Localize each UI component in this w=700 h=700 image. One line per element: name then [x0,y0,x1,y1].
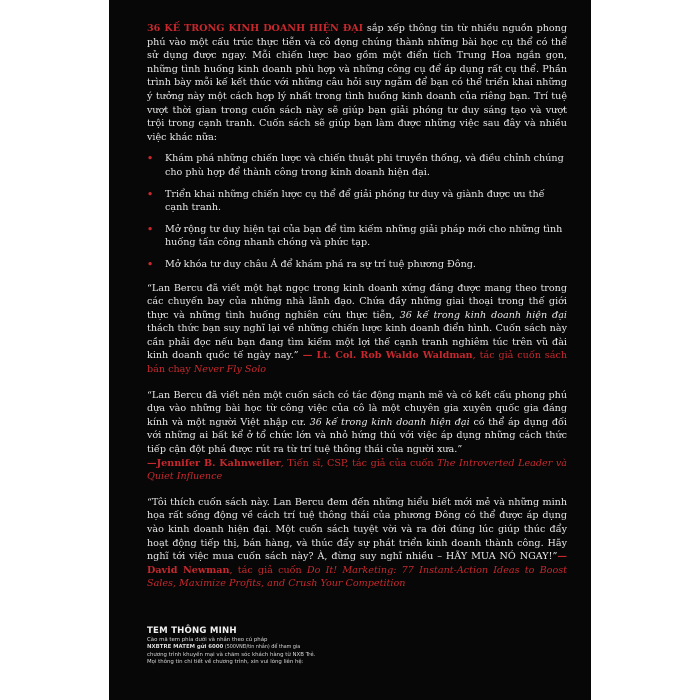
stamp-line: NXBTRE MATEM gửi 6000 (500VNĐ/tin nhắn) để tham gia [147,644,301,651]
intro-paragraph [147,22,567,144]
testimonial-kahnweiler: “Lan Bercu đã viết nên một cuốn sách có tác động mạnh mẽ và có kết cấu phong phú dựa vào những bài học từ công việc của cô là một chuyên gia xuyên quốc gia đáng kính và một người Việt nhập cư. 36 kế trong kinh doanh hiện đại có thể áp dụng đối với những ai bất kể ở tổ chức lớn và nhỏ hứng thú với việc áp dụng những cách thức tiếp cận đột phá được rút ra từ trí tuệ thông thái của người xưa.” —Jennifer B. Kahnweiler, Tiến sĩ, CSP, tác giả của cuốn The Introverted Leader và Quiet Influence [147,389,567,483]
benefits-list [147,152,567,271]
book-title-highlight: 36 KẾ TRONG KINH DOANH HIỆN ĐẠI [147,23,364,34]
list-item: • Mở khóa tư duy châu Á để khám phá ra sự trí tuệ phương Đông. [147,258,476,270]
list-item: • Triển khai những chiến lược cụ thể để giải phóng tư duy và giành được ưu thế cạnh tranh. [147,188,545,214]
intro-text: sắp xếp thông tin từ nhiều nguồn phong phú vào một cấu trúc thực tiễn và cô đọng chúng thành những bài học cụ thể có thể sử dụng được ngay. Mỗi chiến lược bao gồm một điển tích Trung Hoa ngắn gọn, những tình huống kinh doanh phù hợp và những công cụ để áp dụng rất cụ thể. Phần trình bày mỗi kế kết thúc với những câu hỏi suy ngẫm để bạn có thể triển khai những ý tưởng này một cách hợp lý nhất trong tình huống kinh doanh của riêng bạn. Trí tuệ vượt thời gian trong cuốn sách này sẽ giúp bạn giải phóng tư duy sáng tạo và vượt trội trong cạnh tranh. Cuốn sách sẽ giúp bạn làm được những việc sau đây và nhiều việc khác nữa: [147,23,568,143]
back-cover [109,0,591,700]
list-item: • Khám phá những chiến lược và chiến thuật phi truyền thống, và điều chỉnh chúng cho phù hợp để thành công trong kinh doanh hiện đại. [147,153,564,178]
stamp-line: Cào mã tem phía dưới và nhắn theo cú pháp [147,637,268,644]
cover-content [147,22,567,603]
smart-stamp-info [147,628,347,666]
testimonial-author: —Jennifer B. Kahnweiler [147,457,281,469]
bullet-icon: • [147,153,154,165]
stamp-line: Mọi thông tin chi tiết về chương trình, xin vui lòng liên hệ: [147,658,304,665]
testimonial-author: — Lt. Col. Rob Waldo Waldman [298,350,473,362]
bullet-icon: • [147,258,154,270]
stamp-title: TEM THÔNG MINH [147,626,237,636]
testimonial-author: —David Newman [147,551,567,576]
bullet-icon: • [147,188,154,200]
bullet-icon: • [147,223,154,235]
stamp-line: chương trình khuyến mại và chăm sóc khách hàng từ NXB Trẻ. [147,651,316,658]
testimonial-newman: “Tôi thích cuốn sách này. Lan Bercu đem đến những hiểu biết mới mẻ và những minh họa rất sống động về cách trí tuệ thông thái của phương Đông có thể được áp dụng vào kinh doanh hiện đại. Một cuốn sách tuyệt vời và ra đời đúng lúc giúp thúc đẩy hoạt động tiếp thị, bán hàng, và thúc đẩy sự phát triển kinh doanh thành công. Hãy nghĩ tới việc mua cuốn sách này? À, đừng suy nghĩ nhiều – HÃY MUA NÓ NGAY!”—David Newman, tác giả cuốn Do It! Marketing: 77 Instant-Action Ideas to Boost Sales, Maximize Profits, and Crush Your Competition [147,496,567,590]
testimonial-waldman: “Lan Bercu đã viết một hạt ngọc trong kinh doanh xứng đáng được mang theo trong các chuyến bay của những nhà lãnh đạo. Chứa đầy những giai thoại trong thế giới thực và những tình huống nghiên cứu thực tiễn, 36 kế trong kinh doanh hiện đại thách thức bạn suy nghĩ lại về những chiến lược kinh doanh điển hình. Cuốn sách này cần phải đọc nếu bạn đang tìm kiếm một lợi thế cạnh tranh nghiêm túc trên vũ đài kinh doanh quốc tế ngày nay.” — Lt. Col. Rob Waldo Waldman, tác giả cuốn sách bán chạy Never Fly Solo [147,282,568,376]
list-item: • Mở rộng tư duy hiện tại của bạn để tìm kiếm những giải pháp mới cho những tình huống tấn công nhanh chóng và phức tạp. [147,223,563,249]
